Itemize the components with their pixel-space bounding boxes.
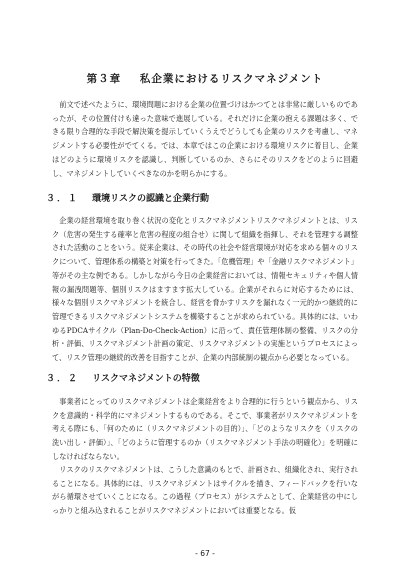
- section-number: ３．２: [46, 374, 80, 384]
- section-3-2-paragraph-1: [52, 395, 358, 464]
- section-3-1-text: 企業の経営環境を取り巻く状況の変化とリスクマネジメントリスクマネジメントとは、リスク（危害の発生する確率と危害の程度の組合せ）に関して組織を指揮し、それを管理する調整された活動のことをいう。従来企業は、その時代の社会や経営環境が対応を求める個々のリスクについて、管理体系の構築と対策を行ってきた。「危機管理」や「金融リスクマネジメント」等がその主な例である。しかしながら今日の企業経営においては、情報セキュリティや個人情報の漏洩問題等、個別リスクはますます拡大している。企業がそれらに対応するためには、様々な個別リスクマネジメントを統合し、経営を脅かすリスクを漏れなく一元的かつ継続的に管理できるリスクマネジメントシステムを構築することが求められている。具体的には、いわゆるPDCAサイクル（Plan-Do-Check-Action）に沿って、責任管理体制の整備、リスクの分析・評価、リスクマネジメント計画の策定、リスクマネジメントの実施というプロセスによって、リスク管理の継続的改善を目指すことが、企業の内部統制の観点から必要となっている。: [52, 216, 358, 363]
- chapter-title: [0, 71, 410, 86]
- section-3-2-text-1: 事業者にとってのリスクマネジメントは企業経営をより合理的に行うという観点から、リスクを意識的・科学的にマネジメントするものである。そこで、事業者がリスクマネジメントを考える際にも、「何のために（リスクマネジメントの目的）」、「どのようなリスクを（リスクの洗い出し・評価）」、「どのように管理するのか（リスクマネジメント手法の明確化）」を明確にしなければならない。: [52, 397, 358, 461]
- page-number: - 67 -: [195, 549, 215, 558]
- section-3-2-paragraph-2: [52, 463, 358, 518]
- section-3-2-text-2: リスクのリスクマネジメントは、こうした意識のもとで、計画され、組織化され、実行されることになる。具体的には、リスクマネジメントはサイクルを描き、フィードバックを行いながら循環させていくことになる。この過程（プロセス）がシステムとして、企業経営の中にしっかりと組み込まれることがリスクマネジメントにおいては重要となる。仮: [52, 465, 358, 516]
- section-heading-3-1: [46, 191, 209, 204]
- section-title: 環境リスクの認識と企業行動: [92, 194, 209, 204]
- chapter-number: 第３章: [86, 73, 122, 85]
- chapter-title-text: 私企業におけるリスクマネジメント: [139, 73, 324, 85]
- section-number: ３．１: [46, 194, 80, 204]
- section-3-1-paragraph: [52, 214, 358, 365]
- intro-text: 前文で述べたように、環境問題における企業の位置づけはかつてとは非常に厳しいものであったが、その位置付けも違った意味で進展している。それだけに企業の抱える課題は多く、できる限り合理的な手段で解決策を提示していくうえでどうしても企業のリスクを考慮し、マネジメントする必要性がでてくる。では、本章ではこの企業における環境リスクに着目し、企業はどのように環境リスクを認識し、判断しているのか、さらにそのリスクをどのように回避し、マネジメントしていくべきなのかを明らかにする。: [52, 100, 358, 178]
- intro-paragraph: [52, 98, 358, 180]
- section-title: リスクマネジメントの特徴: [92, 374, 200, 384]
- section-heading-3-2: [46, 371, 200, 384]
